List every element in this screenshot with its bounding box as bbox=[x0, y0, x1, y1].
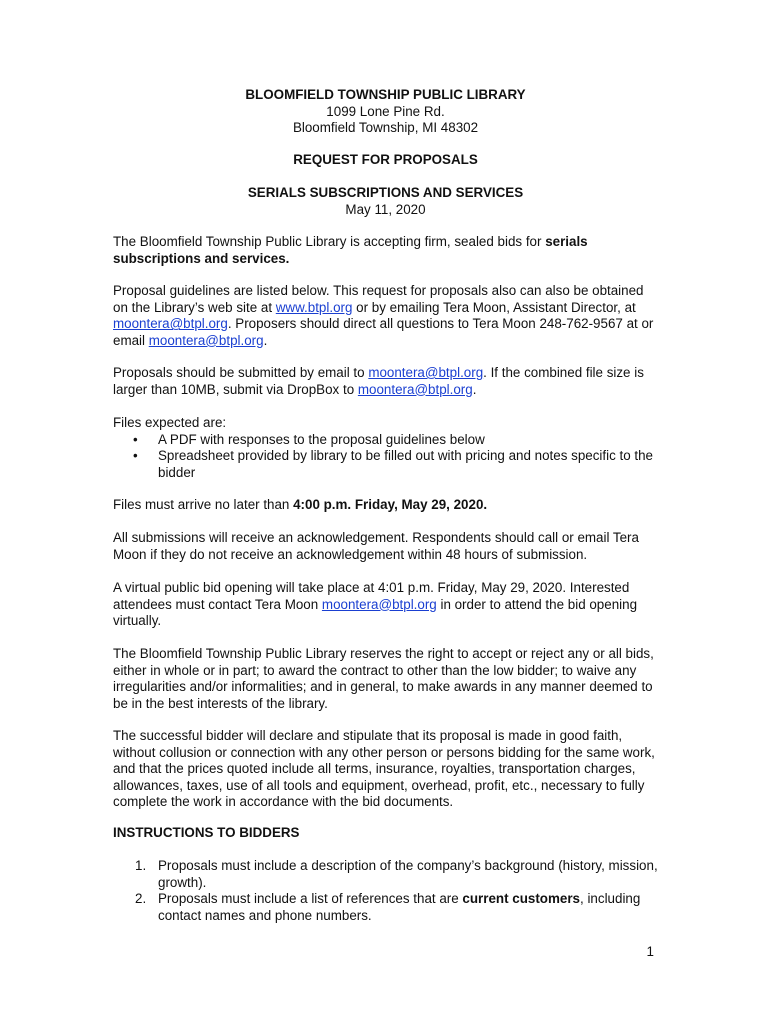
submission-text-a: Proposals should be submitted by email to bbox=[113, 365, 369, 380]
list-item-text: Proposals must include a list of references that are bbox=[158, 891, 463, 907]
list-item bbox=[113, 448, 658, 481]
deadline-paragraph bbox=[113, 497, 658, 514]
reservation-paragraph: The Bloomfield Township Public Library reserves the right to accept or reject any or all bids, either in whole or in part; to award the contract to other than the low bidder; to waive any irregularities and/or informalities; and in general, to make awards in any manner deemed to be in the best interests of the library. bbox=[113, 646, 654, 711]
email-link[interactable]: moontera@btpl.org bbox=[113, 316, 228, 332]
guidelines-text-b: or by emailing Tera Moon, Assistant Director, at bbox=[352, 299, 636, 315]
list-item-text: , including contact names and phone numbers. bbox=[158, 891, 641, 923]
guidelines-paragraph bbox=[113, 283, 658, 349]
files-intro: Files expected are: bbox=[113, 415, 227, 430]
virtual-text-a: A virtual public bid opening will take place at 4:01 p.m. Friday, May 29, 2020. Interested attendees must contact Tera Moon bbox=[113, 580, 630, 612]
list-number: 1. bbox=[135, 858, 147, 873]
virtual-opening-paragraph bbox=[113, 580, 658, 630]
page-number: 1 bbox=[646, 944, 654, 959]
submission-text-b: . If the combined file size is larger than 10MB, submit via DropBox to bbox=[113, 365, 644, 397]
website-link[interactable]: www.btpl.org bbox=[275, 299, 353, 315]
list-item-text: A PDF with responses to the proposal guidelines below bbox=[158, 431, 485, 447]
email-link[interactable]: moontera@btpl.org bbox=[321, 596, 437, 612]
email-link[interactable]: moontera@btpl.org bbox=[357, 381, 473, 397]
virtual-text-b: in order to attend the bid opening virtually. bbox=[113, 596, 638, 629]
guidelines-text-c: . Proposers should direct all questions to Tera Moon 248-762-9567 at or email bbox=[113, 316, 654, 348]
list-item-text: Spreadsheet provided by library to be filled out with pricing and notes specific to the bidder bbox=[158, 448, 653, 480]
bullet-icon: • bbox=[133, 431, 138, 447]
email-link[interactable]: moontera@btpl.org bbox=[368, 365, 484, 380]
instructions-list bbox=[113, 858, 658, 924]
intro-bold: serials subscriptions and services. bbox=[113, 234, 588, 266]
list-item bbox=[113, 432, 658, 449]
list-item bbox=[113, 858, 658, 891]
acknowledgement-paragraph: All submissions will receive an acknowledgement. Respondents should call or email Tera Moon if they do not receive an acknowledgement within 48 hours of submission. bbox=[113, 530, 639, 562]
guidelines-text-a: Proposal guidelines are listed below. This request for proposals also can also be obtained on the Library’s web site at bbox=[113, 283, 644, 315]
list-item-bold: current customers bbox=[462, 891, 581, 907]
bidder-declaration-paragraph: The successful bidder will declare and stipulate that its proposal is made in good faith, without collusion or connection with any other person or persons bidding for the same work, and that the prices quoted include all terms, insurance, royalties, transportation charges, allowances, taxes, use of all tools and equipment, overhead, profit, etc., necessary to fully complete the work in accordance with the bid documents. bbox=[113, 728, 655, 810]
files-section bbox=[113, 415, 658, 481]
intro-paragraph bbox=[113, 234, 658, 267]
intro-text: The Bloomfield Township Public Library is accepting firm, sealed bids for bbox=[113, 234, 546, 249]
address-line-1: 1099 Lone Pine Rd. bbox=[326, 104, 445, 119]
list-number: 2. bbox=[135, 891, 147, 907]
submission-paragraph bbox=[113, 365, 658, 398]
email-link[interactable]: moontera@btpl.org bbox=[148, 332, 264, 348]
deadline-text: Files must arrive no later than bbox=[113, 497, 294, 512]
org-name: BLOOMFIELD TOWNSHIP PUBLIC LIBRARY bbox=[245, 87, 526, 102]
deadline-bold: 4:00 p.m. Friday, May 29, 2020. bbox=[293, 497, 488, 512]
instructions-heading: INSTRUCTIONS TO BIDDERS bbox=[113, 825, 300, 840]
document-date: May 11, 2020 bbox=[345, 202, 426, 217]
files-list bbox=[113, 432, 658, 482]
list-item bbox=[113, 891, 658, 924]
list-item-text: Proposals must include a description of the company’s background (history, mission, growth). bbox=[158, 858, 658, 890]
subject-title: SERIALS SUBSCRIPTIONS AND SERVICES bbox=[247, 185, 524, 200]
guidelines-text-d: . bbox=[263, 332, 268, 348]
rfp-title: REQUEST FOR PROPOSALS bbox=[293, 152, 478, 167]
submission-text-c: . bbox=[472, 381, 477, 397]
bullet-icon: • bbox=[133, 448, 138, 464]
address-line-2: Bloomfield Township, MI 48302 bbox=[292, 120, 479, 135]
